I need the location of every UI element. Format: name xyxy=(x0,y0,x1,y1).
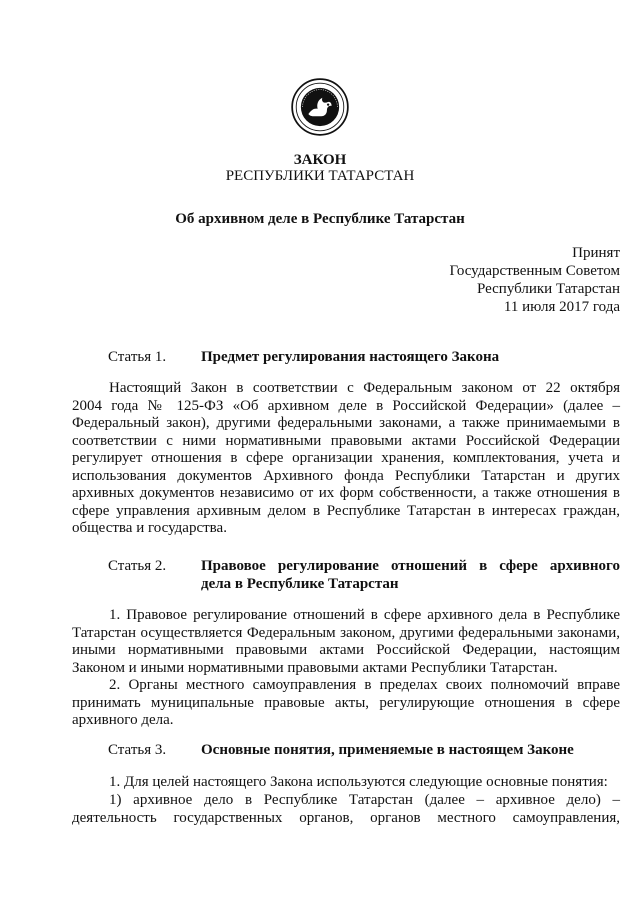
text-line: использования документов Архивного фонда Республики Татарстан и других xyxy=(72,467,620,484)
article-heading: Правовое регулирование отношений в сфере архивного xyxy=(201,558,620,574)
text-line: архивных документов независимо от их форм собственности, а также отношения в xyxy=(72,485,620,501)
text-line: Татарстан осуществляется Федеральным законом, другими федеральными законами, xyxy=(72,624,620,641)
text-line: соответствии с ними нормативными правовыми актами Российской Федерации xyxy=(72,432,620,449)
article-number: Статья 2. xyxy=(108,558,167,574)
text-line: Настоящий Закон в соответствии с Федеральным законом от 22 октября xyxy=(109,380,620,396)
article-number: Статья 3. xyxy=(108,742,167,758)
issuer: РЕСПУБЛИКИ ТАТАРСТАН xyxy=(225,168,415,184)
article-heading-continued: дела в Республике Татарстан xyxy=(201,576,399,592)
article3-paragraph-1 xyxy=(72,774,620,792)
text-line: Федеральный закон), другими федеральными законами, а также принимаемыми в xyxy=(72,415,620,431)
text-line: сфере управления архивным делом в Республике Татарстан в интересах граждан, xyxy=(72,502,620,519)
text-line: регулирует отношения в сфере организации хранения, комплектования, учета и xyxy=(72,450,620,466)
article-heading: Основные понятия, применяемые в настоящем Законе xyxy=(201,742,574,758)
text-line: 2. Органы местного самоуправления в пределах своих полномочий вправе xyxy=(109,677,620,693)
text-line: иными нормативными правовыми актами Российской Федерации, настоящим xyxy=(72,642,620,658)
adoption-line: Государственным Советом xyxy=(449,263,620,279)
text-line: 1. Правовое регулирование отношений в сфере архивного дела в Республике xyxy=(109,607,620,623)
coat-of-arms-icon xyxy=(291,78,349,136)
text-line: принимать муниципальные правовые акты, регулирующие отношения в сфере xyxy=(72,694,620,711)
text-line: Законом и иными нормативными правовыми актами Республики Татарстан. xyxy=(72,659,558,676)
document-type: ЗАКОН xyxy=(293,152,347,168)
adoption-date: 11 июля 2017 года xyxy=(503,299,620,315)
text-line: 1) архивное дело в Республике Татарстан (далее – архивное дело) – xyxy=(109,792,620,808)
article2-paragraph-1 xyxy=(72,607,620,677)
article2-paragraph-2 xyxy=(72,677,620,730)
adoption-line: Республики Татарстан xyxy=(476,281,620,297)
text-line: архивного дела. xyxy=(72,712,174,728)
text-line: общества и государства. xyxy=(72,520,227,536)
text-line: 2004 года № 125-ФЗ «Об архивном деле в Российской Федерации» (далее – xyxy=(72,397,620,414)
text-line: 1. Для целей настоящего Закона используются следующие основные понятия: xyxy=(109,774,608,790)
law-title: Об архивном деле в Республике Татарстан xyxy=(175,211,465,227)
article1-paragraph xyxy=(72,380,620,538)
article-number: Статья 1. xyxy=(108,349,167,365)
text-line: деятельность государственных органов, органов местного самоуправления, xyxy=(72,809,620,826)
article3-paragraph-2 xyxy=(72,792,620,827)
adoption-line: Принят xyxy=(572,245,620,261)
article-heading: Предмет регулирования настоящего Закона xyxy=(201,349,500,365)
